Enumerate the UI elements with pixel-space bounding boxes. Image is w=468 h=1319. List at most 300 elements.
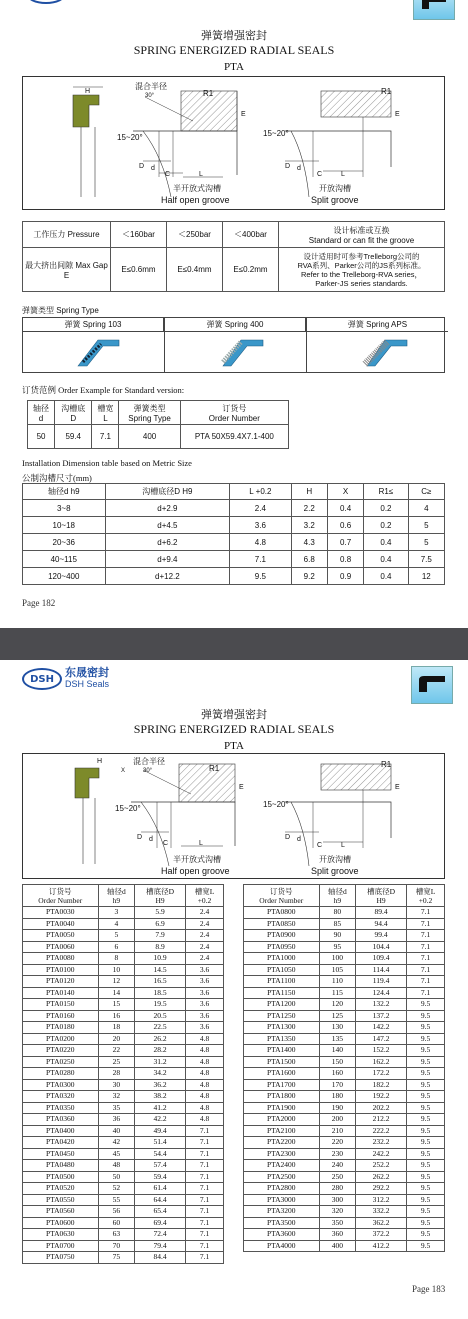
part-cell: 41.2 — [135, 1102, 186, 1114]
part-cell: PTA0280 — [23, 1068, 99, 1080]
part-cell: 100 — [319, 953, 356, 965]
table-row — [244, 930, 445, 942]
part-cell: PTA2500 — [244, 1171, 320, 1183]
part-cell: 292.2 — [356, 1183, 407, 1195]
angle-15-20-label: 15~20° — [115, 804, 141, 813]
part-cell: 4.8 — [186, 1068, 224, 1080]
part-cell: 9.5 — [407, 1033, 445, 1045]
order-example-cell: PTA 50X59.4X7.1-400 — [180, 425, 288, 449]
part-cell: 372.2 — [356, 1229, 407, 1241]
part-cell: 9.5 — [407, 1229, 445, 1241]
part-cell: 7.1 — [186, 1148, 224, 1160]
part-cell: PTA1150 — [244, 987, 320, 999]
part-cell: PTA4000 — [244, 1240, 320, 1252]
part-cell: PTA0220 — [23, 1045, 99, 1057]
table-row — [244, 999, 445, 1011]
part-cell: 9.5 — [407, 1010, 445, 1022]
spring-103-label: 弹簧 Spring 103 — [23, 318, 164, 332]
table-row — [23, 1045, 224, 1057]
header-en: H9 — [376, 895, 386, 905]
install-cell: 9.2 — [291, 568, 327, 585]
part-cell: 4.8 — [186, 1033, 224, 1045]
dim-E-split: E — [395, 784, 400, 791]
ref-en-1: Refer to the Trelleborg-RVA series， — [300, 269, 423, 279]
table-row — [244, 1010, 445, 1022]
part-cell: 400 — [319, 1240, 356, 1252]
spring-103-image — [23, 332, 164, 372]
table-row — [244, 964, 445, 976]
part-number-table-right — [243, 884, 445, 1252]
part-cell: 9.5 — [407, 1079, 445, 1091]
part-cell: 9.5 — [407, 1217, 445, 1229]
pressure-250: ＜250bar — [167, 222, 223, 248]
part-cell: PTA0630 — [23, 1229, 99, 1241]
install-header-cell: 轴径d h9 — [23, 484, 106, 500]
part-header-cell — [356, 885, 407, 907]
part-cell: PTA0100 — [23, 964, 99, 976]
part-cell: PTA0200 — [23, 1033, 99, 1045]
part-cell: 200 — [319, 1114, 356, 1126]
part-cell: 182.2 — [356, 1079, 407, 1091]
part-cell: PTA1400 — [244, 1045, 320, 1057]
table-row — [244, 987, 445, 999]
part-cell: 52 — [98, 1183, 135, 1195]
part-cell: 7.1 — [407, 918, 445, 930]
table-row — [244, 1217, 445, 1229]
header-cn: 槽底径D — [146, 886, 175, 896]
part-cell: 160 — [319, 1068, 356, 1080]
part-cell: 250 — [319, 1171, 356, 1183]
part-cell: 312.2 — [356, 1194, 407, 1206]
install-cell: 0.8 — [327, 551, 363, 568]
table-row — [244, 1033, 445, 1045]
part-cell: 40 — [98, 1125, 135, 1137]
header-cn: 沟槽底 — [61, 403, 86, 413]
part-cell: 109.4 — [356, 953, 407, 965]
groove-diagram — [22, 753, 445, 879]
install-header-cell: C≥ — [408, 484, 444, 500]
part-cell: 36 — [98, 1114, 135, 1126]
header-en: Order Number — [208, 413, 260, 423]
install-table-title-en: Installation Dimension table based on Metric Size — [22, 458, 192, 468]
part-header-cell — [186, 885, 224, 907]
part-cell: 9.5 — [407, 1022, 445, 1034]
table-row — [244, 1102, 445, 1114]
part-cell: 7.1 — [186, 1137, 224, 1149]
header-cn: 订货号 — [222, 403, 247, 413]
part-cell: 2.4 — [186, 930, 224, 942]
header-cn: 槽宽L — [194, 886, 215, 896]
order-example-header — [28, 401, 289, 425]
part-cell: 9.5 — [407, 1183, 445, 1195]
table-row — [23, 1183, 224, 1195]
install-cell: 7.5 — [408, 551, 444, 568]
table-row — [23, 1125, 224, 1137]
part-cell: 202.2 — [356, 1102, 407, 1114]
install-cell: 0.4 — [364, 534, 408, 551]
ref-cn-1: 设计适用时可参考Trelleborg公司的 — [303, 251, 420, 261]
header-cn: 订货号 — [270, 886, 293, 896]
part-cell: 7.1 — [407, 930, 445, 942]
part-cell: 124.4 — [356, 987, 407, 999]
table-row — [23, 1091, 224, 1103]
dim-L-split: L — [341, 171, 345, 178]
brand-logo-cropped — [22, 0, 118, 10]
page-title-cn: 弹簧增强密封 — [201, 30, 267, 42]
angle-15-20-split: 15~20° — [263, 129, 289, 138]
part-cell: PTA3000 — [244, 1194, 320, 1206]
order-example-header-cell — [180, 401, 288, 425]
part-cell: 212.2 — [356, 1114, 407, 1126]
part-cell: PTA0060 — [23, 941, 99, 953]
table-row — [23, 941, 224, 953]
part-cell: PTA0480 — [23, 1160, 99, 1172]
part-cell: 7.1 — [186, 1252, 224, 1264]
part-cell: PTA0040 — [23, 918, 99, 930]
part-cell: 240 — [319, 1160, 356, 1172]
part-cell: 4.8 — [186, 1079, 224, 1091]
dim-X: X — [121, 768, 126, 774]
header-en: Order Number — [259, 895, 304, 905]
pressure-label: 工作压力 Pressure — [23, 222, 111, 248]
table-row — [23, 907, 224, 919]
reference-standard-note — [279, 248, 445, 292]
max-gap-label: 最大挤出间隙 Max Gap E — [23, 248, 111, 292]
part-cell: 89.4 — [356, 907, 407, 919]
part-cell: 84.4 — [135, 1252, 186, 1264]
part-cell: 6.9 — [135, 918, 186, 930]
part-cell: 9.5 — [407, 1160, 445, 1172]
part-cell: 262.2 — [356, 1171, 407, 1183]
dim-R1-split: R1 — [381, 87, 392, 96]
part-cell: 95 — [319, 941, 356, 953]
gap-04: E≤0.4mm — [167, 248, 223, 292]
part-cell: PTA0450 — [23, 1148, 99, 1160]
dim-H: H — [85, 88, 91, 95]
table-row — [244, 1079, 445, 1091]
split-groove-cn: 开放沟槽 — [319, 184, 351, 193]
part-cell: PTA1200 — [244, 999, 320, 1011]
part-cell: 3.6 — [186, 976, 224, 988]
header-en: D — [70, 413, 77, 423]
page-separator — [0, 628, 468, 660]
part-cell: PTA0300 — [23, 1079, 99, 1091]
split-groove-en: Split groove — [311, 866, 359, 876]
part-cell: 90 — [319, 930, 356, 942]
part-cell: 2.4 — [186, 941, 224, 953]
part-cell: 14.5 — [135, 964, 186, 976]
part-cell: PTA0350 — [23, 1102, 99, 1114]
angle-30-label: 30° — [143, 768, 153, 774]
part-cell: 170 — [319, 1079, 356, 1091]
part-cell: 9.5 — [407, 1114, 445, 1126]
part-cell: 7.1 — [407, 987, 445, 999]
part-cell: 137.2 — [356, 1010, 407, 1022]
part-cell: 350 — [319, 1217, 356, 1229]
dim-C: C — [165, 171, 171, 178]
part-cell: 7.1 — [407, 907, 445, 919]
table-row — [23, 568, 445, 585]
table-row — [244, 1068, 445, 1080]
part-cell: 4.8 — [186, 1091, 224, 1103]
part-cell: 360 — [319, 1229, 356, 1241]
part-cell: PTA3500 — [244, 1217, 320, 1229]
part-cell: 104.4 — [356, 941, 407, 953]
part-header-cell — [244, 885, 320, 907]
part-cell: PTA0900 — [244, 930, 320, 942]
part-cell: PTA1600 — [244, 1068, 320, 1080]
groove-diagram — [22, 76, 445, 210]
part-cell: 94.4 — [356, 918, 407, 930]
part-cell: 69.4 — [135, 1217, 186, 1229]
table-row — [244, 1229, 445, 1241]
part-cell: 34.2 — [135, 1068, 186, 1080]
part-header-cell — [135, 885, 186, 907]
install-header-cell: R1≤ — [364, 484, 408, 500]
order-example-header-cell — [28, 401, 55, 425]
order-example-table — [27, 400, 289, 449]
install-cell: 3.2 — [291, 517, 327, 534]
dim-E: E — [239, 784, 244, 791]
part-cell: 61.4 — [135, 1183, 186, 1195]
install-cell: 6.8 — [291, 551, 327, 568]
install-table-header — [23, 484, 445, 500]
part-cell: PTA0950 — [244, 941, 320, 953]
table-row — [23, 918, 224, 930]
install-header-cell: X — [327, 484, 363, 500]
part-cell: 3.6 — [186, 1010, 224, 1022]
part-cell: 8 — [98, 953, 135, 965]
part-cell: 105 — [319, 964, 356, 976]
part-cell: 222.2 — [356, 1125, 407, 1137]
part-cell: 115 — [319, 987, 356, 999]
part-cell: 26.2 — [135, 1033, 186, 1045]
part-cell: 99.4 — [356, 930, 407, 942]
part-cell: 9.5 — [407, 1240, 445, 1252]
table-row — [244, 1022, 445, 1034]
ref-cn-2: RVA系列、Parker公司的JS系列标准。 — [297, 260, 426, 270]
table-row — [244, 1183, 445, 1195]
part-table-header — [244, 885, 445, 907]
part-cell: 64.4 — [135, 1194, 186, 1206]
part-cell: 5.9 — [135, 907, 186, 919]
spring-type-panel — [22, 317, 445, 373]
part-cell: 16.5 — [135, 976, 186, 988]
install-cell: d+9.4 — [105, 551, 230, 568]
part-cell: 190 — [319, 1102, 356, 1114]
part-table-header — [23, 885, 224, 907]
part-cell: PTA0180 — [23, 1022, 99, 1034]
part-cell: 2.4 — [186, 918, 224, 930]
table-row — [244, 1114, 445, 1126]
part-cell: 412.2 — [356, 1240, 407, 1252]
table-row — [244, 1160, 445, 1172]
table-row — [23, 1068, 224, 1080]
part-cell: 32 — [98, 1091, 135, 1103]
table-row — [23, 953, 224, 965]
part-cell: 2.4 — [186, 953, 224, 965]
part-cell: 59.4 — [135, 1171, 186, 1183]
part-number-table-left — [22, 884, 224, 1264]
part-cell: 28.2 — [135, 1045, 186, 1057]
table-row — [23, 930, 224, 942]
part-cell: 70 — [98, 1240, 135, 1252]
install-cell: 10~18 — [23, 517, 106, 534]
table-row — [23, 1194, 224, 1206]
part-cell: 7.1 — [186, 1160, 224, 1172]
seal-profile-icon — [413, 0, 455, 20]
install-cell: 5 — [408, 534, 444, 551]
header-en: h9 — [333, 895, 342, 905]
dim-E: E — [241, 111, 246, 118]
table-row — [244, 1171, 445, 1183]
table-row — [244, 1240, 445, 1252]
part-cell: PTA0320 — [23, 1091, 99, 1103]
part-cell: 9.5 — [407, 1137, 445, 1149]
part-cell: 9.5 — [407, 1148, 445, 1160]
install-cell: 2.2 — [291, 500, 327, 517]
install-table-title-cn: 公制沟槽尺寸(mm) — [22, 473, 92, 483]
part-cell: PTA0160 — [23, 1010, 99, 1022]
split-groove-en: Split groove — [311, 195, 359, 205]
table-row — [244, 1056, 445, 1068]
header-cn: 槽宽L — [415, 886, 436, 896]
install-cell: 4 — [408, 500, 444, 517]
part-cell: 9.5 — [407, 1206, 445, 1218]
standard-header-en: Standard or can fit the groove — [308, 235, 415, 245]
part-cell: 120 — [319, 999, 356, 1011]
table-row — [244, 1206, 445, 1218]
part-cell: 252.2 — [356, 1160, 407, 1172]
part-cell: 85 — [319, 918, 356, 930]
part-cell: 65.4 — [135, 1206, 186, 1218]
part-cell: 75 — [98, 1252, 135, 1264]
part-cell: 45 — [98, 1148, 135, 1160]
part-cell: PTA1100 — [244, 976, 320, 988]
part-cell: 9.5 — [407, 999, 445, 1011]
half-open-groove-cn: 半开放式沟槽 — [173, 184, 221, 193]
part-cell: PTA2800 — [244, 1183, 320, 1195]
part-cell: 7.1 — [186, 1171, 224, 1183]
part-cell: PTA0700 — [23, 1240, 99, 1252]
table-row — [23, 987, 224, 999]
install-cell: 2.4 — [230, 500, 291, 517]
mixed-radius-label: 混合半径 — [135, 82, 167, 91]
spring-aps-label: 弹簧 Spring APS — [307, 318, 448, 332]
dim-d: d — [149, 836, 153, 843]
part-cell: 7.1 — [407, 941, 445, 953]
brand-logo — [22, 668, 109, 690]
part-cell: 30 — [98, 1079, 135, 1091]
table-row — [244, 1045, 445, 1057]
part-cell: PTA1250 — [244, 1010, 320, 1022]
standard-header — [279, 222, 445, 248]
part-cell: 232.2 — [356, 1137, 407, 1149]
table-row — [244, 1091, 445, 1103]
part-cell: 242.2 — [356, 1148, 407, 1160]
part-cell: 9.5 — [407, 1194, 445, 1206]
part-cell: 35 — [98, 1102, 135, 1114]
part-cell: 147.2 — [356, 1033, 407, 1045]
part-cell: 16 — [98, 1010, 135, 1022]
part-cell: 7.9 — [135, 930, 186, 942]
angle-30-label: 30° — [145, 93, 155, 99]
part-cell: 230 — [319, 1148, 356, 1160]
part-cell: PTA0850 — [244, 918, 320, 930]
dim-L: L — [199, 171, 203, 178]
part-cell: 18.5 — [135, 987, 186, 999]
install-cell: 0.6 — [327, 517, 363, 534]
pressure-160: ＜160bar — [111, 222, 167, 248]
table-row — [23, 1252, 224, 1264]
order-example-cell: 400 — [119, 425, 180, 449]
dim-E-split: E — [395, 111, 400, 118]
table-row — [23, 999, 224, 1011]
page-title-en: SPRING ENERGIZED RADIAL SEALS — [133, 722, 335, 736]
header-en: +0.2 — [418, 895, 433, 905]
part-cell: PTA0800 — [244, 907, 320, 919]
order-example-header-cell — [92, 401, 119, 425]
part-cell: 6 — [98, 941, 135, 953]
part-cell: PTA0500 — [23, 1171, 99, 1183]
part-header-cell — [23, 885, 99, 907]
dim-d: d — [151, 165, 155, 172]
part-cell: 9.5 — [407, 1171, 445, 1183]
logo-text — [65, 668, 109, 690]
header-cn: 订货号 — [49, 886, 72, 896]
install-cell: d+6.2 — [105, 534, 230, 551]
part-cell: 110 — [319, 976, 356, 988]
part-cell: 192.2 — [356, 1091, 407, 1103]
part-cell: 150 — [319, 1056, 356, 1068]
part-cell: PTA3600 — [244, 1229, 320, 1241]
part-cell: 152.2 — [356, 1045, 407, 1057]
part-cell: PTA2300 — [244, 1148, 320, 1160]
part-cell: PTA1500 — [244, 1056, 320, 1068]
part-cell: PTA1350 — [244, 1033, 320, 1045]
install-dimension-table — [22, 483, 445, 585]
catalog-page-183 — [0, 660, 468, 1319]
install-cell: 9.5 — [230, 568, 291, 585]
header-cn: 槽底径D — [367, 886, 396, 896]
table-row — [244, 1137, 445, 1149]
part-cell: 20.5 — [135, 1010, 186, 1022]
part-cell: 9.5 — [407, 1045, 445, 1057]
install-cell: 7.1 — [230, 551, 291, 568]
spring-type-title: 弹簧类型 Spring Type — [22, 306, 99, 315]
spring-400-cell — [165, 318, 307, 372]
half-open-groove-en: Half open groove — [161, 866, 230, 876]
part-cell: PTA0250 — [23, 1056, 99, 1068]
ref-en-2: Parker-JS series standards. — [315, 278, 408, 288]
install-cell: d+12.2 — [105, 568, 230, 585]
part-cell: 31.2 — [135, 1056, 186, 1068]
logo-en: DSH Seals — [65, 679, 110, 689]
part-cell: 7.1 — [186, 1125, 224, 1137]
table-row — [23, 976, 224, 988]
table-row — [244, 953, 445, 965]
spring-400-image — [165, 332, 306, 372]
dim-D-split: D — [285, 163, 291, 170]
part-cell: PTA2000 — [244, 1114, 320, 1126]
install-cell: 12 — [408, 568, 444, 585]
gap-06: E≤0.6mm — [111, 248, 167, 292]
part-cell: 4 — [98, 918, 135, 930]
half-open-groove-en: Half open groove — [161, 195, 230, 205]
part-cell: 172.2 — [356, 1068, 407, 1080]
part-cell: PTA3200 — [244, 1206, 320, 1218]
install-cell: 0.2 — [364, 517, 408, 534]
